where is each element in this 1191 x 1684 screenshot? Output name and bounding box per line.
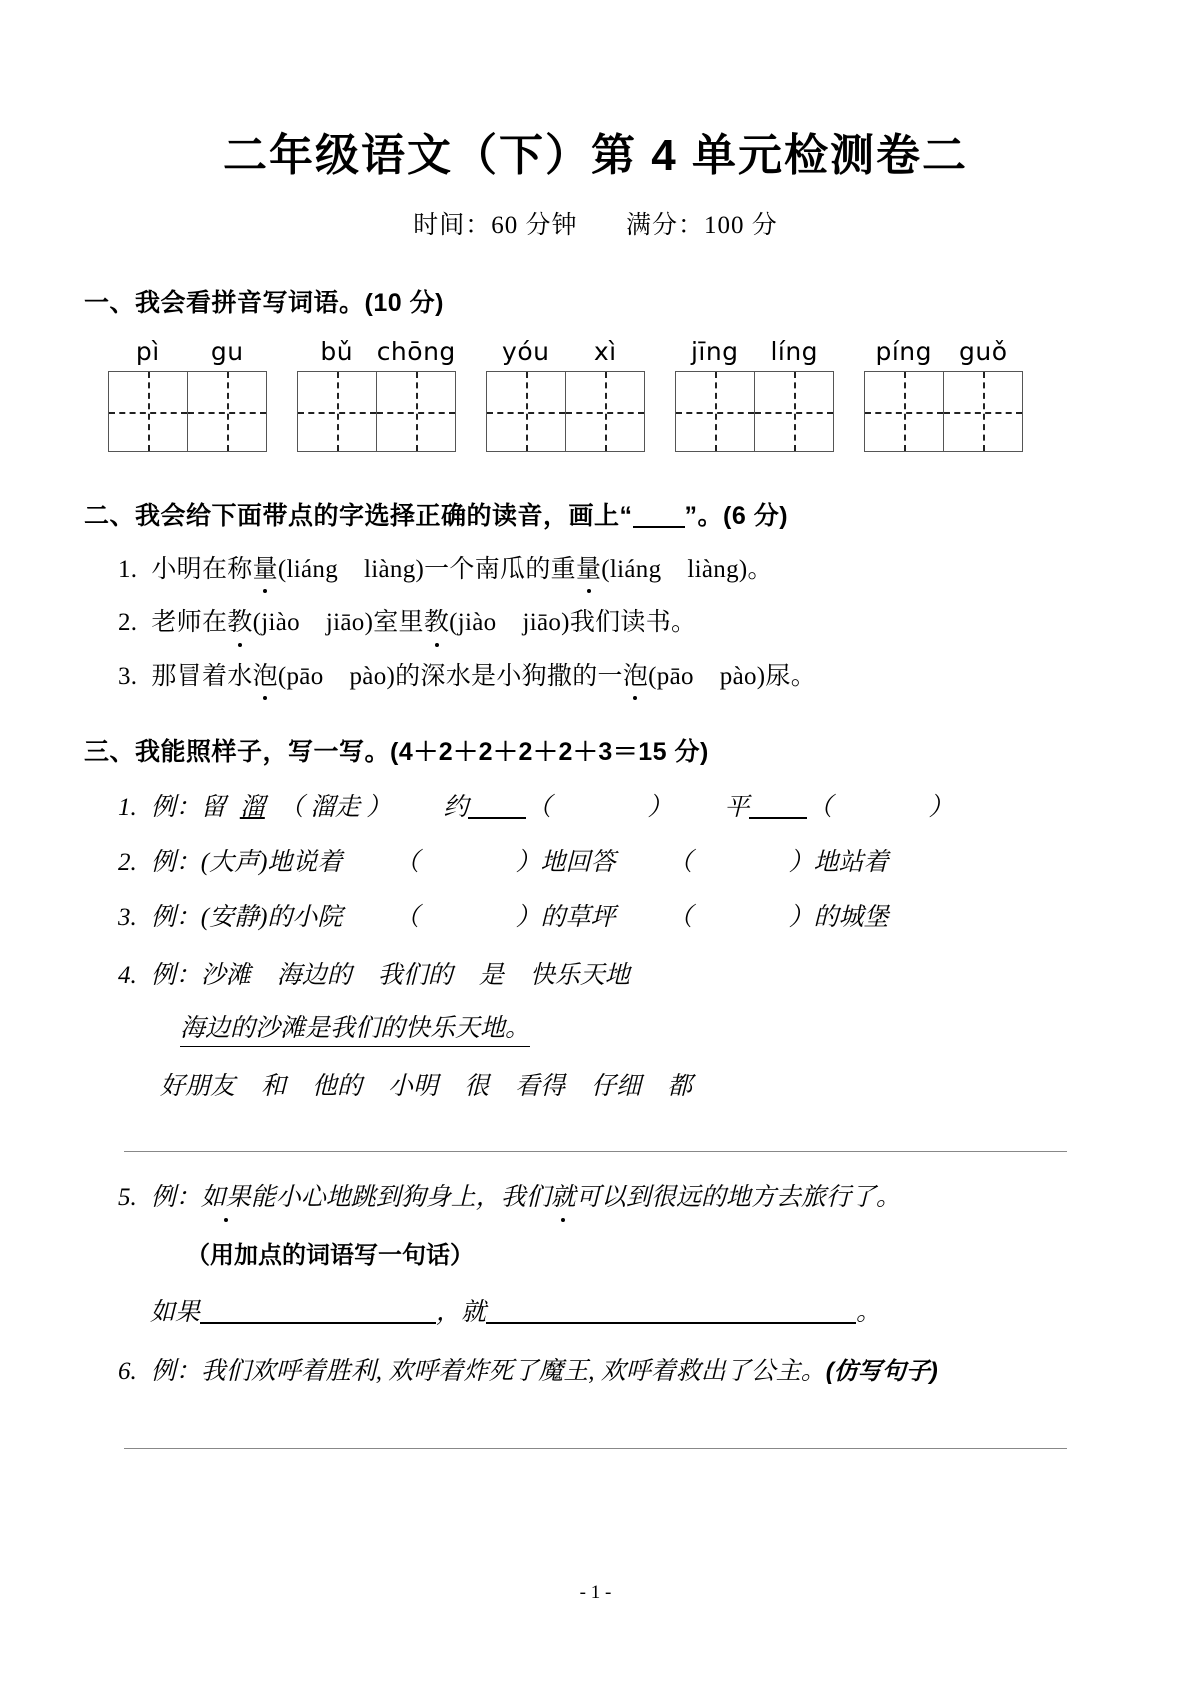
tianzige-grid <box>297 371 456 452</box>
answer-prefix: 如果 <box>150 1298 201 1326</box>
pronunciation-option[interactable]: (liáng <box>601 556 662 583</box>
answer-blank[interactable] <box>486 1321 856 1324</box>
question-number: 1. <box>118 793 137 821</box>
question-number: 3. <box>118 662 138 690</box>
pronunciation-option[interactable]: liàng) <box>364 556 425 583</box>
example-label: 例： <box>150 904 201 932</box>
answer-suffix: ）地站着 <box>788 849 889 876</box>
question-number: 2. <box>118 609 138 637</box>
pinyin-syllable: píng <box>875 337 933 366</box>
example-phrase: (安静)的小院 <box>200 904 343 932</box>
scramble-word: 好朋友 <box>160 1073 236 1100</box>
answer-blank[interactable] <box>468 816 526 819</box>
paren-open: （ <box>807 793 833 821</box>
example-label: 例： <box>150 849 201 876</box>
pinyin-syllable: jīng <box>690 337 739 366</box>
question-text: 的深水是小狗撒的一 <box>395 662 623 690</box>
answer-blank-underline <box>633 525 685 528</box>
dotted-character: 量 <box>576 554 601 585</box>
exercise-5-note-row <box>0 1240 1191 1271</box>
pinyin-label <box>864 337 1023 366</box>
section-2-heading <box>0 496 1191 532</box>
pinyin-word-row <box>84 337 1131 452</box>
question-row <box>0 661 1191 692</box>
scramble-word: 很 <box>464 1073 490 1100</box>
answer-blank[interactable] <box>749 816 807 819</box>
page-title: 二年级语文（下）第 4 单元检测卷二 <box>223 131 968 180</box>
question-text: 尿。 <box>765 662 816 690</box>
question-text: 老师在 <box>151 609 228 637</box>
tianzige-cell[interactable] <box>566 372 645 451</box>
question-text: 小明在称 <box>151 556 253 583</box>
example-label: 例： <box>150 961 201 989</box>
example-char-base: 留 <box>200 793 226 821</box>
tianzige-cell[interactable] <box>944 372 1023 451</box>
answer-prefix: 平 <box>724 793 750 821</box>
pinyin-syllable: chōng <box>376 337 456 366</box>
time-limit: 时间：60 分钟 <box>413 212 578 239</box>
example-sentence-text: 能小心地跳到狗身上，我们 <box>250 1184 551 1212</box>
dotted-keyword: 就 <box>551 1182 576 1213</box>
pinyin-syllable: guǒ <box>958 337 1008 366</box>
exercise-row-1 <box>0 792 1191 823</box>
answer-suffix: 。 <box>856 1298 882 1326</box>
tianzige-cell[interactable] <box>865 372 944 451</box>
section-3-heading: 三、我能照样子，写一写。(4＋2＋2＋2＋2＋3＝15 分) <box>84 737 709 766</box>
question-text: 那冒着水 <box>151 662 253 690</box>
pinyin-syllable: gu <box>210 337 244 366</box>
pronunciation-option[interactable]: (liáng <box>277 556 338 583</box>
pinyin-label <box>675 337 834 366</box>
pronunciation-option[interactable]: jiāo) <box>522 609 570 637</box>
paren-open: （ <box>667 849 693 876</box>
pinyin-syllable: líng <box>770 337 819 366</box>
tianzige-grid <box>675 371 834 452</box>
paren-close: ） <box>928 793 954 821</box>
tianzige-grid <box>108 371 267 452</box>
page-number: - 1 - <box>579 1582 612 1603</box>
exercise-row-2 <box>0 847 1191 878</box>
answer-prefix: 约 <box>443 793 469 821</box>
pinyin-syllable: yóu <box>502 337 550 366</box>
paren-close: ） <box>647 793 673 821</box>
section-2-heading-score: ”。(6 分) <box>684 502 789 530</box>
dotted-keyword: 如果 <box>201 1182 251 1213</box>
pronunciation-option[interactable]: liàng) <box>687 556 748 583</box>
scramble-word: 仔细 <box>591 1073 642 1100</box>
pinyin-label <box>108 337 267 366</box>
tianzige-grid <box>864 371 1023 452</box>
example-answer-sentence: 海边的沙滩是我们的快乐天地。 <box>180 1013 530 1047</box>
pronunciation-option[interactable]: pào) <box>349 662 396 690</box>
pinyin-word-group <box>108 337 267 452</box>
question-number: 2. <box>118 849 137 876</box>
scramble-word: 都 <box>667 1073 693 1100</box>
pinyin-word-group <box>486 337 645 452</box>
section-2-heading-text: 二、我会给下面带点的字选择正确的读音，画上“ <box>84 502 633 530</box>
pinyin-syllable: pì <box>135 337 160 366</box>
example-phrase: (大声)地说着 <box>200 849 343 876</box>
example-sentence-text: 我们欢呼着胜利, 欢呼着炸死了魔王, 欢呼着救出了公主。 <box>200 1358 826 1385</box>
tianzige-cell[interactable] <box>109 372 188 451</box>
tianzige-cell[interactable] <box>188 372 267 451</box>
question-number: 4. <box>118 961 137 989</box>
pinyin-word-group <box>675 337 834 452</box>
tianzige-cell[interactable] <box>755 372 834 451</box>
answer-suffix: ）的草坪 <box>515 904 616 932</box>
instruction-note: (仿写句子) <box>825 1358 938 1385</box>
question-text: 我们读书。 <box>569 609 697 637</box>
exercise-row-4 <box>0 960 1191 991</box>
dotted-character: 教 <box>227 607 252 638</box>
paren-open: （ <box>667 904 693 932</box>
scramble-word: 小明 <box>388 1073 439 1100</box>
exam-meta <box>0 183 1191 241</box>
example-label: 例： <box>150 1358 201 1385</box>
scramble-word: 沙滩 <box>200 961 251 989</box>
example-label: 例： <box>150 1184 201 1212</box>
answer-suffix: ）地回答 <box>515 849 616 876</box>
pronunciation-option[interactable]: pào) <box>719 662 766 690</box>
scramble-word: 看得 <box>515 1073 566 1100</box>
question-text: 一个南瓜的重 <box>424 556 576 583</box>
exercise-5-answer-row <box>0 1297 1191 1328</box>
example-answer-row <box>0 1013 1191 1047</box>
pinyin-writing-area <box>0 337 1191 452</box>
section-1-heading: 一、我会看拼音写词语。(10 分) <box>84 289 444 317</box>
pinyin-label <box>297 337 456 366</box>
total-score: 满分：100 分 <box>626 212 778 239</box>
exercise-row-6 <box>0 1356 1191 1387</box>
question-number: 1. <box>118 556 138 583</box>
question-number: 3. <box>118 904 137 932</box>
scramble-word: 海边的 <box>276 961 352 989</box>
paren-open: （ <box>394 849 420 876</box>
question-text: 室里 <box>373 609 424 637</box>
example-sentence-text: 可以到很远的地方去旅行了。 <box>575 1184 901 1212</box>
question-number: 6. <box>118 1358 137 1385</box>
exercise-row-3 <box>0 902 1191 933</box>
tianzige-grid <box>486 371 645 452</box>
tianzige-cell[interactable] <box>487 372 566 451</box>
dotted-character: 教 <box>424 607 449 638</box>
example-label: 例： <box>150 793 201 821</box>
tianzige-cell[interactable] <box>377 372 456 451</box>
scramble-word: 快乐天地 <box>529 961 630 989</box>
example-char-derived: 溜 <box>239 793 265 821</box>
pronunciation-option[interactable]: (pāo <box>648 662 694 690</box>
tianzige-cell[interactable] <box>298 372 377 451</box>
question-text: 。 <box>747 556 773 583</box>
pronunciation-option[interactable]: (pāo <box>277 662 324 690</box>
exercise-row-5 <box>0 1182 1191 1213</box>
pronunciation-option[interactable]: (jiào <box>449 609 497 637</box>
pronunciation-option[interactable]: (jiào <box>252 609 300 637</box>
scramble-word: 和 <box>261 1073 287 1100</box>
instruction-note: （用加点的词语写一句话） <box>186 1241 474 1269</box>
question-number: 5. <box>118 1184 137 1212</box>
pinyin-syllable: xì <box>593 337 617 366</box>
scramble-task-row <box>0 1071 1191 1102</box>
question-row <box>0 607 1191 638</box>
scramble-word: 他的 <box>312 1073 363 1100</box>
tianzige-cell[interactable] <box>676 372 755 451</box>
pinyin-label <box>486 337 645 366</box>
answer-suffix: ）的城堡 <box>788 904 889 932</box>
dotted-character: 量 <box>253 554 278 585</box>
scramble-word: 是 <box>478 961 504 989</box>
scramble-word: 我们的 <box>377 961 453 989</box>
dotted-character: 泡 <box>253 661 278 692</box>
answer-blank[interactable] <box>200 1321 436 1324</box>
answer-connector: ，就 <box>436 1298 487 1326</box>
pronunciation-option[interactable]: jiāo) <box>325 609 374 637</box>
example-word: （ 溜走 ） <box>278 793 392 821</box>
question-row <box>0 554 1191 585</box>
dotted-character: 泡 <box>623 661 648 692</box>
pinyin-syllable: bǔ <box>320 337 354 366</box>
paren-open: （ <box>526 793 552 821</box>
pinyin-word-group <box>297 337 456 452</box>
answer-line[interactable] <box>124 1447 1067 1449</box>
pinyin-word-group <box>864 337 1023 452</box>
paren-open: （ <box>394 904 420 932</box>
